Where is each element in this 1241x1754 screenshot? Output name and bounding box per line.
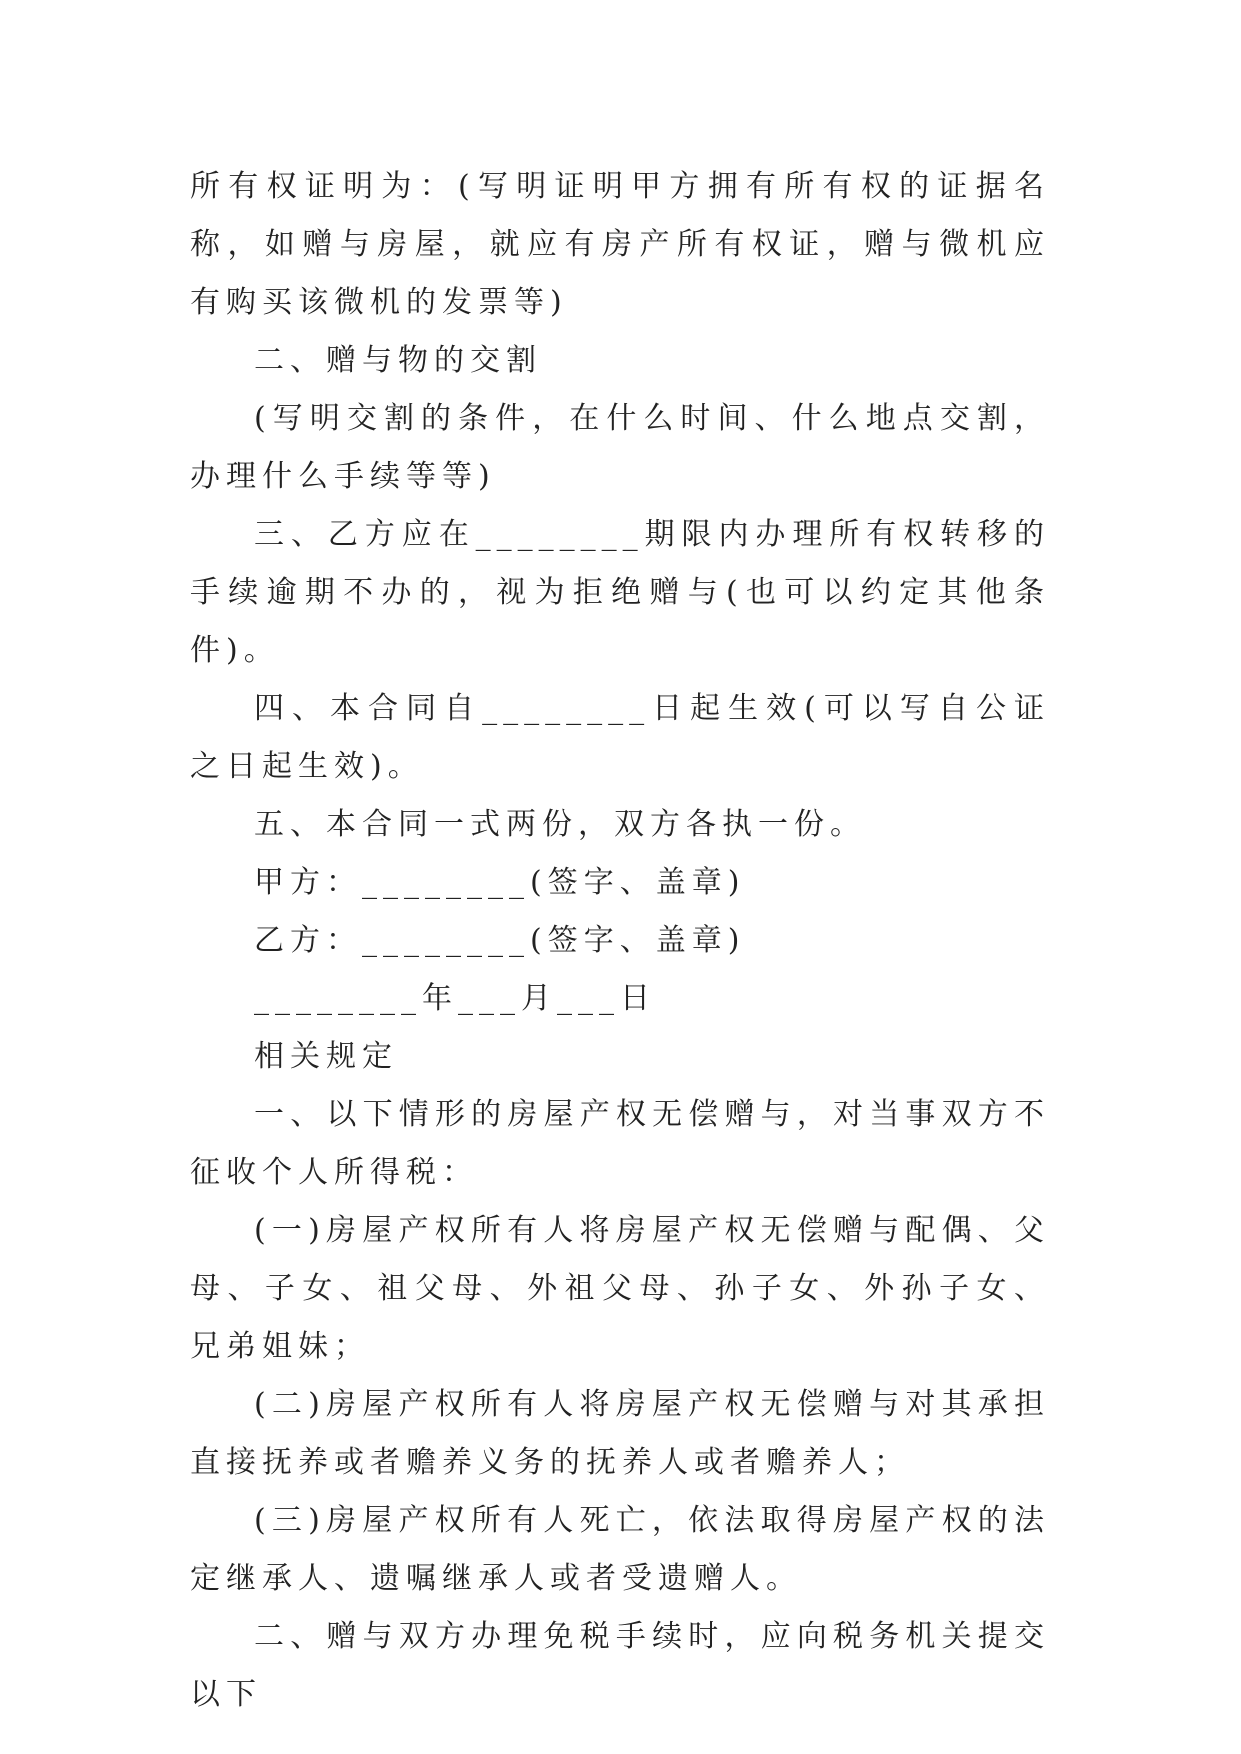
section-title-related-rules: 相关规定: [254, 1039, 398, 1074]
rule-one-exemption: 一、以下情形的房屋产权无偿赠与，对当事双方不征收个人所得税：: [190, 1097, 1050, 1190]
rule-two-procedure: 二、赠与双方办理免税手续时，应向税务机关提交以下: [190, 1619, 1050, 1712]
rule-one-item-three: (三)房屋产权所有人死亡，依法取得房屋产权的法定继承人、遗嘱继承人或者受遗赠人。: [190, 1503, 1050, 1596]
rule-one-item-two: (二)房屋产权所有人将房屋产权无偿赠与对其承担直接抚养或者赡养义务的抚养人或者赡养人；: [190, 1387, 1050, 1480]
clause-four-effective-date: 四、本合同自________日起生效(可以写自公证之日起生效)。: [190, 691, 1050, 784]
signature-party-a: 甲方：________(签字、盖章): [254, 865, 746, 900]
paragraph-delivery-conditions: (写明交割的条件，在什么时间、什么地点交割，办理什么手续等等): [190, 401, 1050, 494]
paragraph-ownership-proof: 所有权证明为：(写明证明甲方拥有所有权的证据名称，如赠与房屋，就应有房产所有权证，赠与微机应有购买该微机的发票等): [190, 169, 1050, 320]
clause-three-transfer-deadline: 三、乙方应在________期限内办理所有权转移的手续逾期不办的，视为拒绝赠与(也可以约定其他条件)。: [190, 517, 1050, 668]
signature-party-b: 乙方：________(签字、盖章): [254, 923, 746, 958]
document-body: [190, 158, 1050, 1724]
signature-date: ________年___月___日: [254, 981, 656, 1016]
heading-gift-delivery: 二、赠与物的交割: [254, 343, 542, 378]
clause-five-copies: 五、本合同一式两份，双方各执一份。: [254, 807, 866, 842]
rule-one-item-one: (一)房屋产权所有人将房屋产权无偿赠与配偶、父母、子女、祖父母、外祖父母、孙子女、外孙子女、兄弟姐妹；: [190, 1213, 1050, 1364]
